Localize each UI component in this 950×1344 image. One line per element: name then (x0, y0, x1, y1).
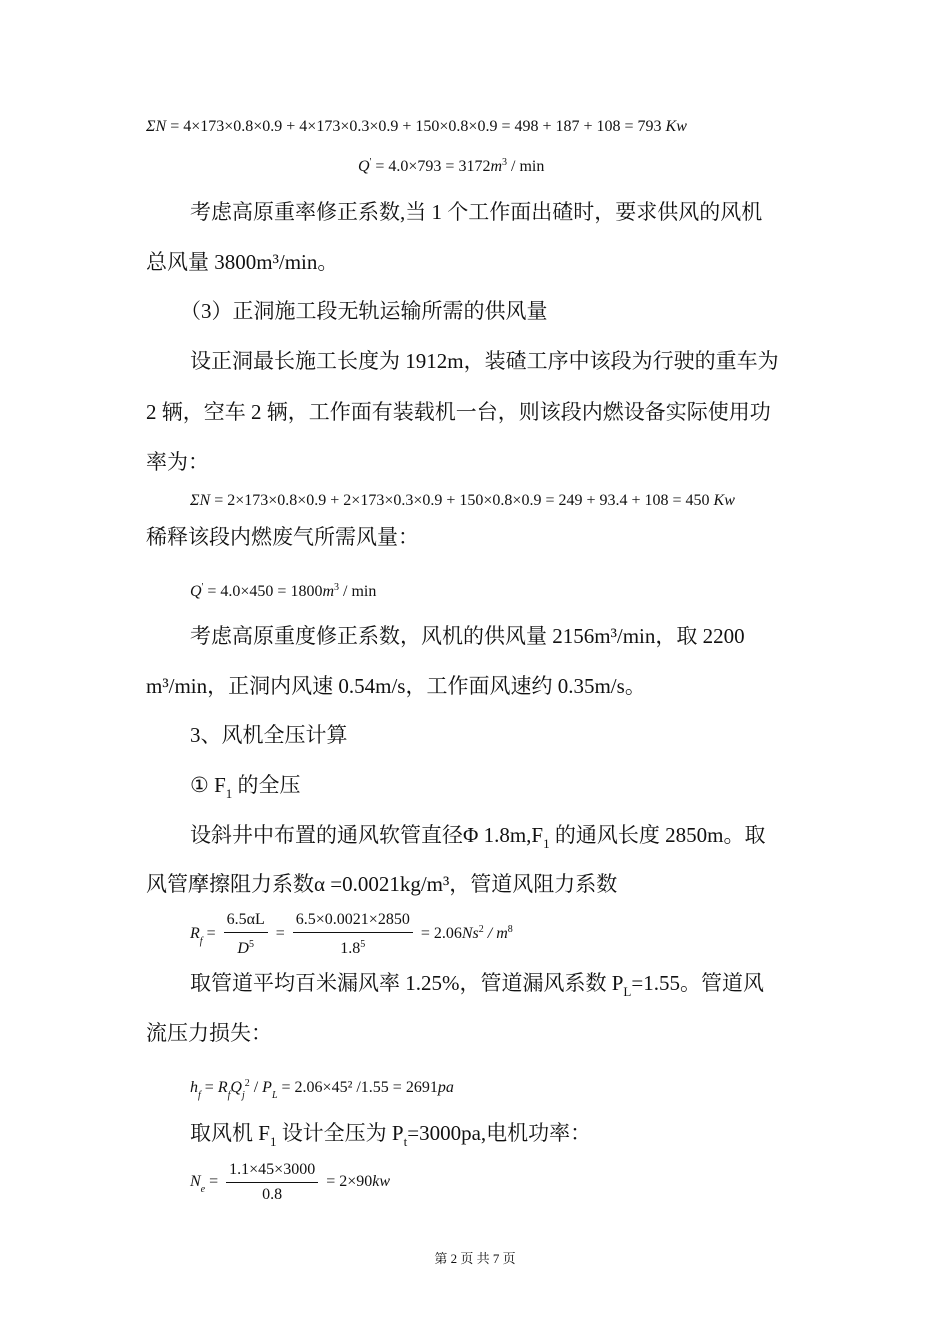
eq1-lhs: ΣN (146, 118, 167, 135)
eq4-unit: m (322, 583, 335, 600)
p5-line1-a: 设斜井中布置的通风软管直径Φ 1.8m,F (190, 823, 544, 847)
eq6-unit: pa (437, 1079, 454, 1096)
eq1-unit: Kw (665, 118, 687, 135)
eq5-frac1-den: D (237, 940, 249, 957)
eq1-rhs: = 4×173×0.8×0.9 + 4×173×0.3×0.9 + 150×0.8×0.9 = 498 + 187 + 108 = 793 (170, 118, 662, 135)
f1-letter: F (214, 773, 226, 797)
equation-duct-resistance: $R_f$ = $\frac{6.5\alpha L}{D^5}$ = $\frac{6.5\times 0.0021\times 2850}{1.8^5}$ = $2.06Ns^2 / m^8$ (190, 911, 513, 957)
f1-suffix: 的全压 (232, 773, 301, 797)
p7-b: 设计全压为 P (276, 1121, 404, 1145)
p6-line1-b: =1.55。管道风 (631, 971, 764, 995)
paragraph-5-line-2: 风管摩擦阻力系数α =0.0021kg/m³，管道风阻力系数 (146, 872, 618, 896)
paragraph-2-line-3: 率为： (146, 450, 209, 474)
eq3-lhs: ΣN (190, 492, 211, 509)
eq7-fraction (226, 1160, 318, 1205)
eq5-frac1-den-sup: 5 (248, 939, 254, 950)
eq2-lhs: Q (358, 158, 370, 175)
paragraph-4-line-2: m³/min，正洞内风速 0.54m/s，工作面风速约 0.35m/s。 (146, 674, 646, 698)
f1-sub: 1 (225, 786, 233, 801)
equation-air-volume-2: $Q' = 4.0\times 450 = 1800m^3 / \min$ (190, 582, 377, 600)
eq4-lhs: Q (190, 583, 202, 600)
eq6-text: = 2.06×45² /1.55 = 2691 (281, 1079, 438, 1096)
equation-total-power-1 (146, 116, 687, 138)
eq5-frac2-den: 1.8 (340, 940, 361, 957)
paragraph-1-line-2: 总风量 3800m³/min。 (146, 250, 339, 274)
eq3-unit: Kw (713, 492, 735, 509)
heading-f1-pressure (190, 771, 301, 808)
heading-fan-pressure: 3、风机全压计算 (190, 723, 348, 747)
eq4-unit-sup: 3 (334, 582, 340, 593)
paragraph-4-line-1: 考虑高原重度修正系数，风机的供风量 2156m³/min，取 2200 (190, 624, 745, 648)
eq5-lhs-sub: f (199, 936, 203, 948)
eq7-result: = 2×90 (326, 1173, 373, 1191)
p7-a: 取风机 F (190, 1121, 270, 1145)
eq5-fraction-1 (224, 910, 268, 959)
eq4-rhs: = 4.0×450 = 1800 (207, 583, 323, 600)
p7-sub2: t (403, 1134, 408, 1149)
eq5-frac1-num: 6.5αL (224, 910, 268, 933)
equation-pressure-loss: $h_f = R_fQ_j^2 / P_L = 2.06\times 45^2$ /1.55 = 2691pa (190, 1078, 454, 1101)
eq5-fraction-2 (293, 910, 413, 959)
eq2-unit-tail: / min (511, 158, 545, 175)
equation-total-power-2 (190, 490, 735, 512)
p5-line1-b: 的通风长度 2850m。取 (549, 823, 766, 847)
eq2-unit: m (490, 158, 503, 175)
paragraph-2-line-1: 设正洞最长施工长度为 1912m，装碴工序中该段为行驶的重车为 (190, 349, 779, 373)
p7-sub1: 1 (269, 1134, 277, 1149)
p5-line1-sub: 1 (543, 836, 550, 851)
eq2-unit-sup: 3 (502, 157, 508, 168)
f1-circle-number: ① (190, 773, 215, 797)
paragraph-2-line-2: 2 辆，空车 2 辆，工作面有装载机一台，则该段内燃设备实际使用功 (146, 400, 771, 424)
eq5-unit: Ns (461, 925, 479, 943)
eq7-den: 0.8 (262, 1186, 283, 1203)
eq5-unit-mid: / m (483, 925, 508, 943)
eq7-unit: kw (372, 1173, 391, 1191)
eq5-result: = 2.06 (420, 925, 462, 943)
paragraph-6-line-1 (190, 969, 764, 1006)
p6-line1-a: 取管道平均百米漏风率 1.25%，管道漏风系数 P (190, 971, 624, 995)
paragraph-5-line-1 (190, 821, 765, 858)
paragraph-7 (190, 1119, 591, 1156)
paragraph-6-line-2: 流压力损失： (146, 1021, 272, 1045)
p7-c: =3000pa,电机功率： (407, 1121, 592, 1145)
p6-line1-sub: L (623, 984, 632, 999)
eq4-unit-tail: / min (343, 583, 377, 600)
equation-motor-power: $N_e$ = $\frac{1.1\times 45\times 3000}{0.8}$ = 2×90kw (190, 1161, 391, 1203)
eq7-lhs: N (190, 1173, 201, 1191)
heading-section-3: （3）正洞施工段无轨运输所需的供风量 (180, 299, 548, 323)
eq2-rhs: = 4.0×793 = 3172 (375, 158, 491, 175)
eq5-frac2-den-sup: 5 (360, 939, 366, 950)
page-footer: 第 2 页 共 7 页 (434, 1251, 516, 1266)
eq5-unit-sup: 2 (478, 924, 484, 936)
eq7-lhs-sub: e (200, 1184, 206, 1196)
paragraph-1-line-1: 考虑高原重率修正系数,当 1 个工作面出碴时，要求供风的风机 (190, 200, 763, 224)
eq5-lhs: R (190, 925, 200, 943)
equation-air-volume-1: $Q' = 4.0\times 793 = 3172m^3 / \min$ (358, 157, 545, 175)
paragraph-3: 稀释该段内燃废气所需风量： (146, 525, 419, 549)
eq5-frac2-num: 6.5×0.0021×2850 (293, 910, 413, 933)
eq5-unit-sup2: 8 (507, 924, 513, 936)
eq7-num: 1.1×45×3000 (226, 1160, 318, 1183)
eq3-rhs: = 2×173×0.8×0.9 + 2×173×0.3×0.9 + 150×0.8×0.9 = 249 + 93.4 + 108 = 450 (214, 492, 710, 509)
